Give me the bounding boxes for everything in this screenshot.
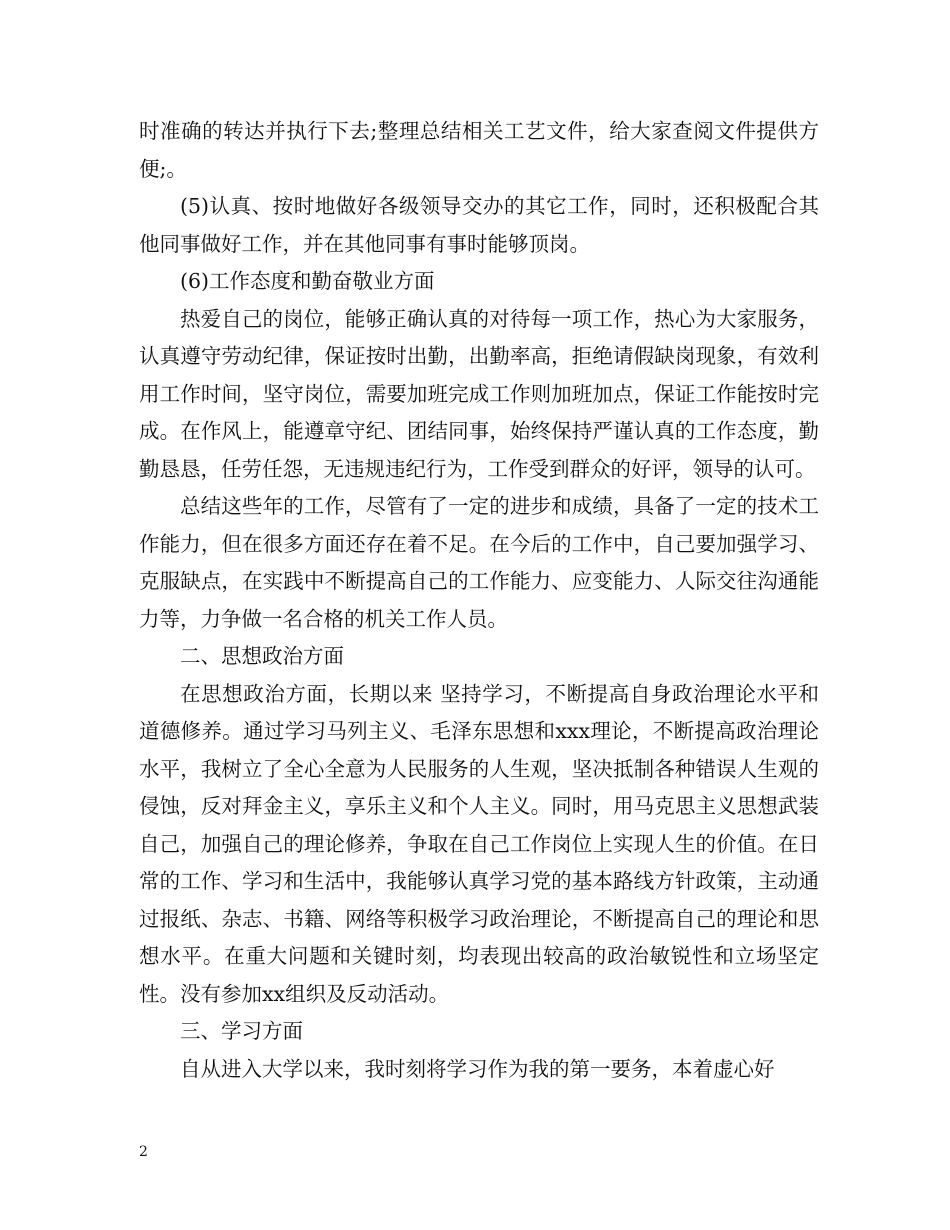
section-heading-ideology: 二、思想政治方面 [180, 644, 344, 668]
paragraph-work-attitude: 热爱自己的岗位，能够正确认真的对待每一项工作，热心为大家服务，认真遵守劳动纪律，保证按时出勤，出勤率高，拒绝请假缺岗现象，有效利用工作时间，坚守岗位，需要加班完成工作则加班加点，保证工作能按时完成。在作风上，能遵章守纪、团结同事，始终保持严谨认真的工作态度，勤勤恳恳，任劳任怨，无违规违纪行为，工作受到群众的好评，领导的认可。 [139, 306, 819, 481]
page-number: 2 [139, 1144, 148, 1160]
paragraph-item-6-heading: (6)工作态度和勤奋敬业方面 [180, 269, 435, 293]
body-text [139, 113, 819, 1088]
paragraph-item-5: (5)认真、按时地做好各级领导交办的其它工作，同时，还积极配合其他同事做好工作，并在其他同事有事时能够顶岗。 [139, 194, 819, 256]
paragraph-study: 自从进入大学以来，我时刻将学习作为我的第一要务，本着虚心好 [180, 1056, 775, 1081]
section-heading-study: 三、学习方面 [180, 1019, 303, 1043]
paragraph-ideology: 在思想政治方面，长期以来 坚持学习，不断提高自身政治理论水平和道德修养。通过学习马列主义、毛泽东思想和xxx理论，不断提高政治理论水平，我树立了全心全意为人民服务的人生观，坚决抵制各种错误人生观的侵蚀，反对拜金主义，享乐主义和个人主义。同时，用马克思主义思想武装自己，加强自己的理论修养，争取在自己工作岗位上实现人生的价值。在日常的工作、学习和生活中，我能够认真学习党的基本路线方针政策，主动通过报纸、杂志、书籍、网络等积极学习政治理论，不断提高自己的理论和思想水平。在重大问题和关键时刻，均表现出较高的政治敏锐性和立场坚定性。没有参加xx组织及反动活动。 [139, 681, 819, 1006]
paragraph-work-summary: 总结这些年的工作，尽管有了一定的进步和成绩，具备了一定的技术工作能力，但在很多方面还存在着不足。在今后的工作中，自己要加强学习、克服缺点，在实践中不断提高自己的工作能力、应变能力、人际交往沟通能力等，力争做一名合格的机关工作人员。 [139, 494, 819, 631]
paragraph-continuation: 时准确的转达并执行下去;整理总结相关工艺文件，给大家查阅文件提供方便;。 [139, 119, 819, 181]
